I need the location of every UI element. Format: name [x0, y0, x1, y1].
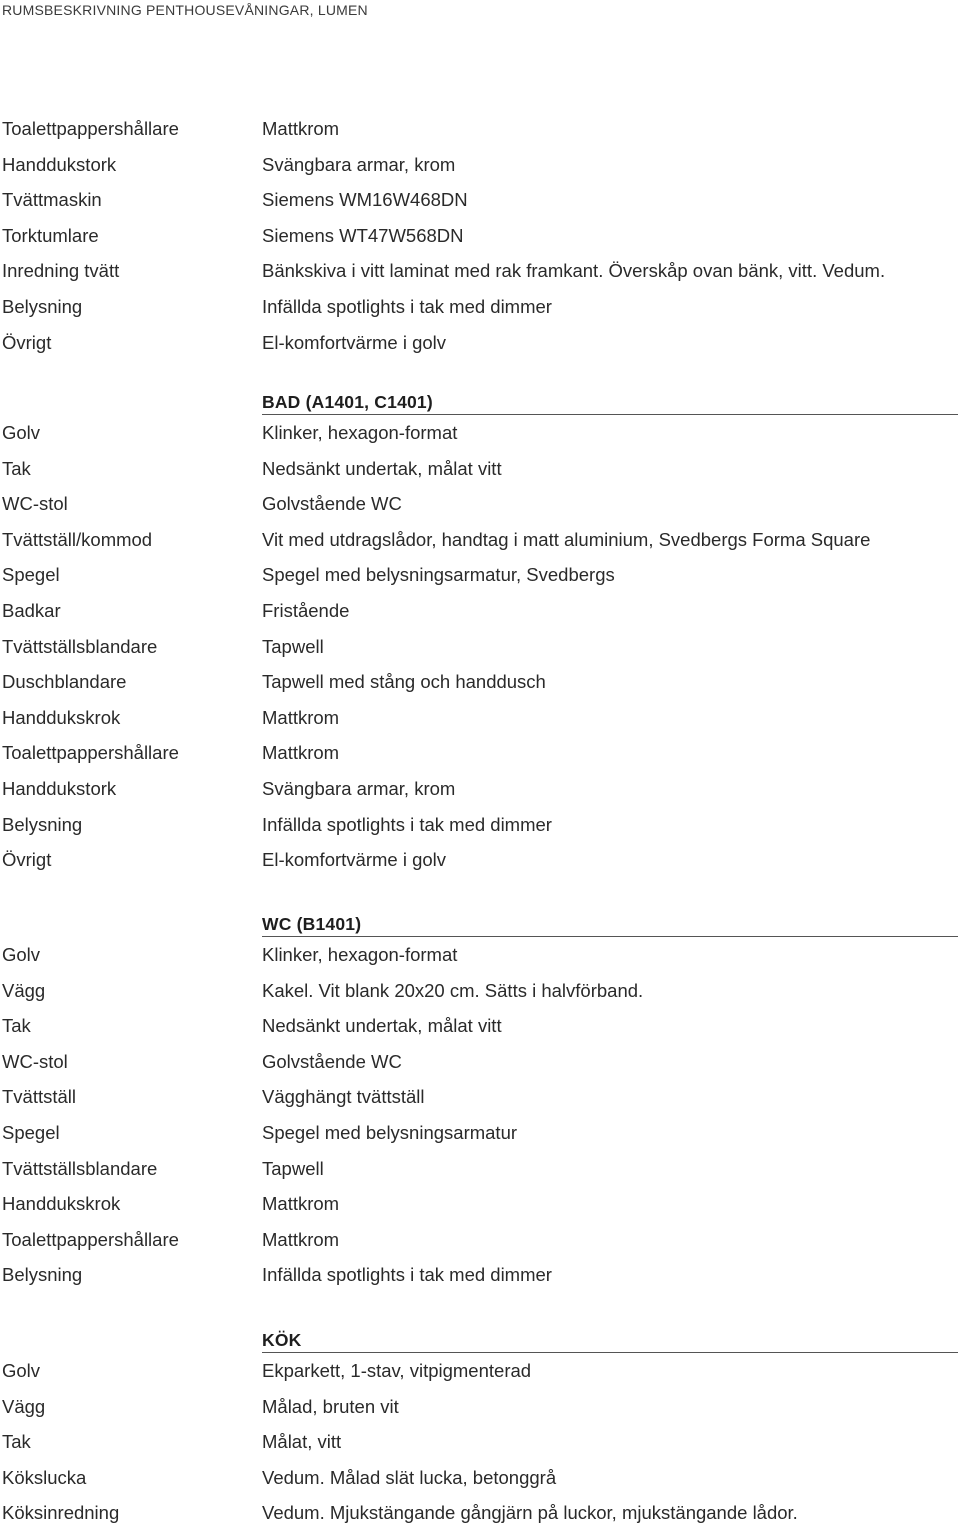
spec-value: Målat, vitt: [262, 1431, 342, 1453]
spec-row: [0, 1495, 960, 1531]
spec-label: Tak: [2, 457, 31, 479]
spec-label: Torktumlare: [2, 224, 99, 246]
spec-value: Spegel med belysningsarmatur, Svedbergs: [262, 564, 615, 586]
spec-label: Handdukstork: [2, 153, 117, 175]
spec-row: [0, 664, 960, 700]
section-title: WC (B1401): [262, 914, 362, 934]
section-title: BAD (A1401, C1401): [262, 392, 433, 412]
spec-label: Spegel: [2, 1121, 60, 1143]
spec-label: Duschblandare: [2, 671, 127, 693]
spec-row: [0, 807, 960, 843]
spec-label: Belysning: [2, 295, 83, 317]
spec-value: Vägghängt tvättställ: [262, 1086, 425, 1108]
spec-row: [0, 486, 960, 522]
spec-value: Infällda spotlights i tak med dimmer: [262, 1264, 552, 1286]
spec-label: Tvättställsblandare: [2, 1157, 158, 1179]
spec-label: Handdukskrok: [2, 706, 121, 728]
spec-row: [0, 593, 960, 629]
spec-value: Mattkrom: [262, 706, 340, 728]
spec-row: [0, 1222, 960, 1258]
spec-row: [0, 1257, 960, 1293]
spec-row: [0, 182, 960, 218]
spec-row: [0, 1460, 960, 1496]
spec-row: [0, 415, 960, 451]
section-kok: [0, 1330, 960, 1531]
spec-row: [0, 1008, 960, 1044]
document-header: RUMSBESKRIVNING PENTHOUSEVÅNINGAR, LUMEN: [2, 2, 368, 18]
spec-value: Infällda spotlights i tak med dimmer: [262, 295, 552, 317]
spec-row: [0, 253, 960, 289]
spec-label: Golv: [2, 944, 41, 965]
spec-value: Bänkskiva i vitt laminat med rak framkant. Överskåp ovan bänk, vitt. Vedum.: [262, 260, 886, 282]
spec-label: Tvättställsblandare: [2, 635, 158, 657]
spec-value: Fristående: [262, 599, 350, 621]
spec-row: [0, 111, 960, 147]
spec-value: Mattkrom: [262, 742, 340, 764]
spec-label: Golv: [2, 1360, 41, 1381]
spec-label: Toalettpappershållare: [2, 1228, 179, 1250]
spec-label: Tvättställ/kommod: [2, 528, 153, 550]
spec-label: Belysning: [2, 813, 83, 835]
spec-label: Tvättställ: [2, 1086, 77, 1108]
spec-label: Tak: [2, 1431, 31, 1453]
spec-row: [0, 1079, 960, 1115]
spec-row: [0, 522, 960, 558]
spec-label: Tak: [2, 1015, 31, 1037]
spec-value: Siemens WM16W468DN: [262, 189, 468, 211]
spec-value: Klinker, hexagon-format: [262, 422, 458, 443]
spec-label: Badkar: [2, 599, 61, 621]
spec-value: Mattkrom: [262, 1228, 340, 1250]
section-bad: [0, 392, 960, 878]
spec-value: Kakel. Vit blank 20x20 cm. Sätts i halvförband.: [262, 979, 644, 1001]
spec-row: [0, 1353, 960, 1389]
spec-row: [0, 735, 960, 771]
spec-label: Handdukskrok: [2, 1193, 121, 1215]
spec-value: Spegel med belysningsarmatur: [262, 1121, 518, 1143]
section-tvatt-continued: [0, 111, 960, 360]
spec-label: Vägg: [2, 979, 46, 1001]
spec-value: Svängbara armar, krom: [262, 777, 456, 799]
spec-value: Ekparkett, 1-stav, vitpigmenterad: [262, 1360, 532, 1381]
spec-value: Infällda spotlights i tak med dimmer: [262, 813, 552, 835]
spec-row: [0, 451, 960, 487]
section-wc: [0, 914, 960, 1293]
spec-row: [0, 1115, 960, 1151]
section-heading: [0, 914, 960, 937]
section-heading: [0, 1330, 960, 1353]
spec-value: Nedsänkt undertak, målat vitt: [262, 1015, 502, 1037]
spec-row: [0, 842, 960, 878]
spec-value: Tapwell: [262, 635, 324, 657]
spec-value: Siemens WT47W568DN: [262, 224, 464, 246]
spec-label: Spegel: [2, 564, 60, 586]
spec-label: Kökslucka: [2, 1466, 87, 1488]
spec-row: [0, 700, 960, 736]
spec-row: [0, 771, 960, 807]
spec-label: Toalettpappershållare: [2, 118, 179, 139]
section-heading: [0, 392, 960, 415]
spec-label: Vägg: [2, 1395, 46, 1417]
spec-value: Mattkrom: [262, 1193, 340, 1215]
spec-label: Toalettpappershållare: [2, 742, 179, 764]
spec-row: [0, 629, 960, 665]
spec-value: Nedsänkt undertak, målat vitt: [262, 457, 502, 479]
spec-row: [0, 1151, 960, 1187]
spec-value: Mattkrom: [262, 118, 340, 139]
spec-label: Inredning tvätt: [2, 260, 120, 282]
spec-value: Vit med utdragslådor, handtag i matt aluminium, Svedbergs Forma Square: [262, 528, 871, 550]
spec-row: [0, 147, 960, 183]
spec-row: [0, 973, 960, 1009]
spec-row: [0, 289, 960, 325]
spec-value: Tapwell med stång och handdusch: [262, 671, 546, 693]
spec-label: Övrigt: [2, 331, 52, 353]
spec-value: Målad, bruten vit: [262, 1395, 399, 1417]
spec-value: Klinker, hexagon-format: [262, 944, 458, 965]
spec-value: Tapwell: [262, 1157, 324, 1179]
spec-label: Köksinredning: [2, 1502, 120, 1524]
spec-label: Tvättmaskin: [2, 189, 102, 211]
spec-value: Vedum. Målad slät lucka, betonggrå: [262, 1466, 557, 1488]
spec-label: WC-stol: [2, 1050, 68, 1072]
spec-label: Handdukstork: [2, 777, 117, 799]
spec-row: [0, 218, 960, 254]
spec-label: WC-stol: [2, 493, 68, 515]
spec-row: [0, 557, 960, 593]
spec-row: [0, 325, 960, 361]
spec-value: El-komfortvärme i golv: [262, 331, 447, 353]
spec-label: Övrigt: [2, 849, 52, 871]
spec-row: [0, 1389, 960, 1425]
spec-row: [0, 937, 960, 973]
spec-value: Golvstående WC: [262, 1050, 402, 1072]
spec-value: El-komfortvärme i golv: [262, 849, 447, 871]
section-title: KÖK: [262, 1330, 302, 1350]
spec-label: Belysning: [2, 1264, 83, 1286]
spec-row: [0, 1044, 960, 1080]
spec-label: Golv: [2, 422, 41, 443]
spec-row: [0, 1424, 960, 1460]
spec-value: Vedum. Mjukstängande gångjärn på luckor, mjukstängande lådor.: [262, 1502, 798, 1524]
spec-value: Golvstående WC: [262, 493, 402, 515]
spec-value: Svängbara armar, krom: [262, 153, 456, 175]
spec-row: [0, 1186, 960, 1222]
